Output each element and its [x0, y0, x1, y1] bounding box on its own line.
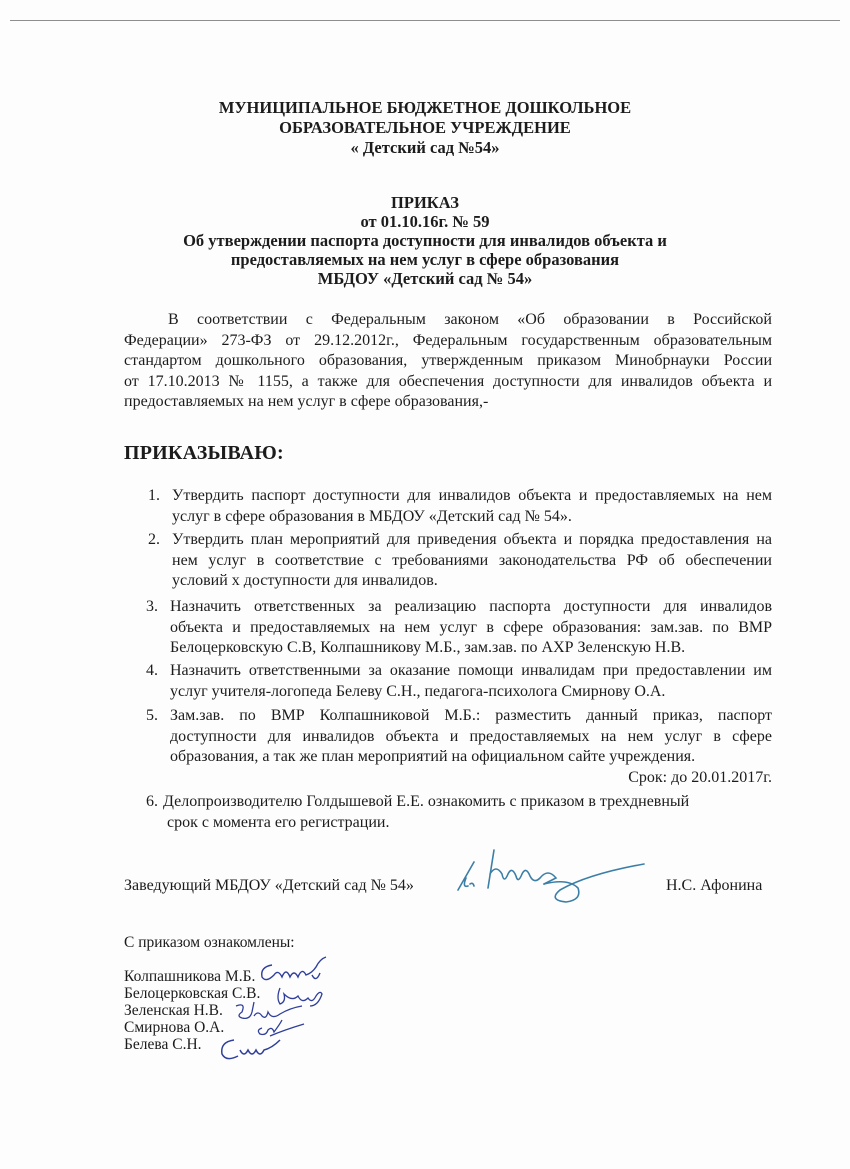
preamble-line: от 17.10.2013 № 1155, а также для обеспечения доступности для инвалидов объекта и: [124, 372, 772, 390]
item-deadline: Срок: до 20.01.2017г.: [628, 768, 772, 786]
command-word: ПРИКАЗЫВАЮ:: [124, 442, 284, 464]
order-subject-line-3: МБДОУ «Детский сад № 54»: [317, 269, 533, 288]
acknowledged-person: Зеленская Н.В.: [124, 1002, 223, 1019]
item-number: 3.: [146, 598, 158, 615]
item-line: Утвердить план мероприятий для приведения объекта и порядка предоставления на: [172, 531, 772, 548]
item-number: 6.: [146, 793, 158, 810]
order-subject-line-1: Об утверждении паспорта доступности для инвалидов объекта и: [183, 231, 667, 250]
acknowledgement-title: С приказом ознакомлены:: [124, 934, 295, 951]
item-line: условий х доступности для инвалидов.: [172, 572, 438, 589]
item-line: Утвердить паспорт доступности для инвалидов объекта и предоставляемых на нем: [172, 487, 772, 504]
item-line: доступности для инвалидов объекта и предоставляемых на нем услуг в сфере: [170, 727, 772, 745]
item-line: Зам.зав. по ВМР Колпашниковой М.Б.: разместить данный приказ, паспорт: [170, 707, 772, 724]
item-line: образования, а так же план мероприятий на официальном сайте учреждения.: [170, 748, 696, 765]
signatory-position: Заведующий МБДОУ «Детский сад № 54»: [124, 877, 414, 894]
item-number: 1.: [148, 487, 160, 504]
director-signature-icon: [448, 838, 648, 910]
item-number: 2.: [148, 531, 160, 548]
order-date-number: от 01.10.16г. № 59: [360, 212, 490, 231]
org-name-line-2: ОБРАЗОВАТЕЛЬНОЕ УЧРЕЖДЕНИЕ: [279, 118, 571, 137]
org-name-line-3: « Детский сад №54»: [350, 138, 500, 157]
acknowledged-person: Смирнова О.А.: [124, 1019, 225, 1036]
signature-beleva-icon: [216, 1034, 286, 1064]
item-line: Делопроизводителю Голдышевой Е.Е. ознакомить с приказом в трехдневный: [163, 793, 690, 810]
signatory-name: Н.С. Афонина: [666, 877, 763, 894]
preamble-line: предоставляемых на нем услуг в сфере образования,-: [124, 393, 489, 410]
acknowledged-person: Белева С.Н.: [124, 1036, 202, 1053]
item-line: услуг учителя-логопеда Белеву С.Н., педагога-психолога Смирнову О.А.: [170, 682, 666, 700]
item-number: 5.: [146, 707, 158, 724]
signature-kolpashnikova-icon: [254, 955, 344, 985]
item-line: Белоцерковскую С.В, Колпашникову М.Б., зам.зав. по АХР Зеленскую Н.В.: [170, 639, 686, 656]
item-line: объекта и предоставляемых на нем услуг в сфере образования: зам.зав. по ВМР: [170, 618, 772, 636]
acknowledged-person: Белоцерковская С.В.: [124, 985, 261, 1002]
preamble-line: стандартом дошкольного образования, утвержденным приказом Минобрнауки России: [124, 352, 772, 369]
item-line: нем услуг в соответствие с требованиями законодательства РФ об обеспечении: [172, 551, 772, 569]
item-line: Назначить ответственных за реализацию паспорта доступности для инвалидов: [170, 598, 772, 615]
org-name-line-1: МУНИЦИПАЛЬНОЕ БЮДЖЕТНОЕ ДОШКОЛЬНОЕ: [218, 98, 632, 117]
preamble-line: В соответствии с Федеральным законом «Об образовании в Российской: [168, 311, 772, 328]
item-line: срок с момента его регистрации.: [167, 813, 390, 831]
item-number: 4.: [146, 662, 158, 679]
acknowledged-person: Колпашникова М.Б.: [124, 968, 256, 985]
item-line: услуг в сфере образования в МБДОУ «Детский сад № 54».: [172, 507, 572, 525]
item-line: Назначить ответственными за оказание помощи инвалидам при предоставлении им: [170, 662, 772, 679]
preamble-line: Федерации» 273-ФЗ от 29.12.2012г., Федеральным государственным образовательным: [124, 331, 772, 349]
order-subject-line-2: предоставляемых на нем услуг в сфере образования: [230, 250, 620, 269]
order-title: ПРИКАЗ: [391, 193, 459, 212]
